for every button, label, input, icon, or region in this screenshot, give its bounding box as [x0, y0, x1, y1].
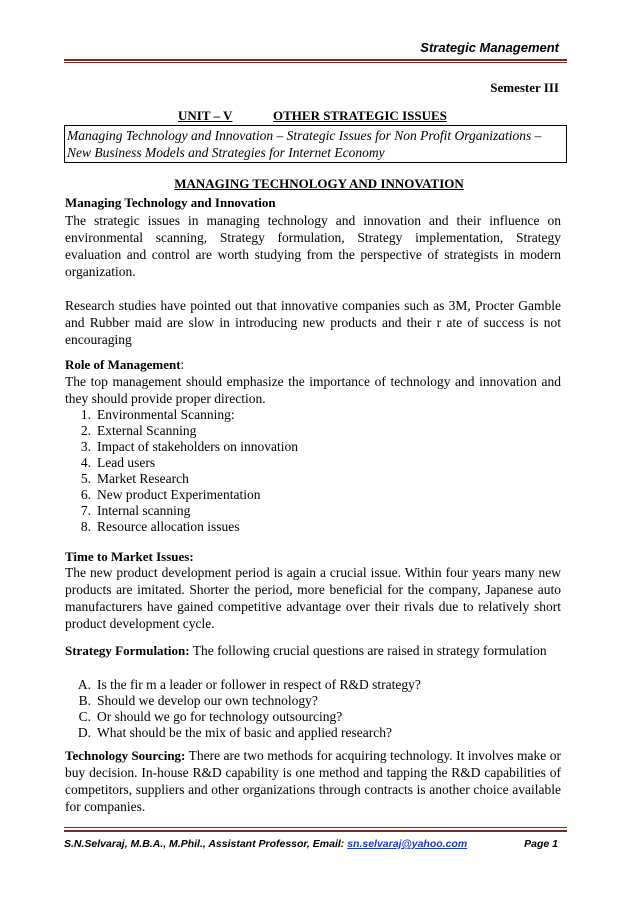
paragraph-technology-sourcing	[65, 747, 561, 815]
strategy-formulation-text: The following crucial questions are raised in strategy formulation	[192, 643, 547, 658]
heading-role-of-management	[65, 356, 561, 373]
heading-time-to-market: Time to Market Issues:	[65, 549, 194, 564]
list-item: C. Or should we go for technology outsourcing?	[78, 709, 343, 724]
footer-author-text: S.N.Selvaraj, M.B.A., M.Phil., Assistant Professor, Email:	[64, 838, 348, 850]
topics-box: Managing Technology and Innovation – Strategic Issues for Non Profit Organizations – New Business Models and Strategies for Internet Economy	[64, 125, 567, 163]
paragraph-top-management: The top management should emphasize the importance of technology and innovation and they should provide proper direction.	[65, 374, 561, 406]
footer-rule-thin	[64, 827, 567, 828]
list-item: 7. Internal scanning	[80, 503, 191, 518]
list-item: B. Should we develop our own technology?	[78, 693, 318, 708]
list-item: D. What should be the mix of basic and applied research?	[77, 725, 393, 740]
list-item: 6. New product Experimentation	[80, 487, 261, 502]
list-item: 4. Lead users	[80, 455, 156, 470]
semester-label: Semester III	[490, 80, 559, 95]
paragraph-time-to-market: The new product development period is again a crucial issue. Within four years many new products are imitated. Shorter the period, more beneficial for the company, Japanese auto manufacturers have gained competitive advantage over their rivals due to relatively short product development cycle.	[65, 565, 561, 631]
paragraph-strategic-issues: The strategic issues in managing technology and innovation and their influence on environmental scanning, Strategy formulation, Strategy implementation, Strategy evaluation and control are worth studying from the perspective of strategists in modern organization.	[65, 213, 561, 279]
list-item: 8. Resource allocation issues	[80, 519, 240, 534]
unit-number: UNIT – V	[178, 108, 233, 123]
paragraph-strategy-formulation	[65, 642, 561, 659]
section-title: MANAGING TECHNOLOGY AND INNOVATION	[174, 176, 464, 191]
technology-sourcing-heading: Technology Sourcing:	[65, 748, 186, 763]
running-header-title: Strategic Management	[420, 40, 559, 55]
paragraph-research-studies: Research studies have pointed out that innovative companies such as 3M, Procter Gamble and Rubber maid are slow in introducing new products and their r ate of success is not encouraging	[65, 298, 561, 347]
header-rule	[64, 59, 567, 61]
header-rule-thin	[64, 62, 567, 63]
list-item: 3. Impact of stakeholders on innovation	[80, 439, 298, 454]
list-item: 2. External Scanning	[80, 423, 197, 438]
unit-title: OTHER STRATEGIC ISSUES	[273, 108, 447, 123]
role-heading-text: Role of Management	[65, 357, 181, 372]
list-item: 1. Environmental Scanning:	[80, 407, 235, 422]
page-number: Page 1	[524, 838, 558, 850]
footer-rule	[64, 830, 567, 832]
technology-sourcing-text: There are two methods for acquiring technology. It involves make or buy decision. In-house R&D capability is one method and tapping the R&D capabilities of competitors, suppliers and other organizations through contracts is another choice available for companies.	[65, 748, 561, 814]
heading-managing-technology: Managing Technology and Innovation	[65, 195, 276, 210]
list-item: A. Is the fir m a leader or follower in respect of R&D strategy?	[77, 677, 421, 692]
footer-author	[64, 838, 467, 850]
list-item: 5. Market Research	[80, 471, 189, 486]
role-heading-colon: :	[180, 357, 185, 372]
strategy-formulation-heading: Strategy Formulation:	[65, 643, 190, 658]
footer-email-link[interactable]: sn.selvaraj@yahoo.com	[347, 838, 468, 850]
